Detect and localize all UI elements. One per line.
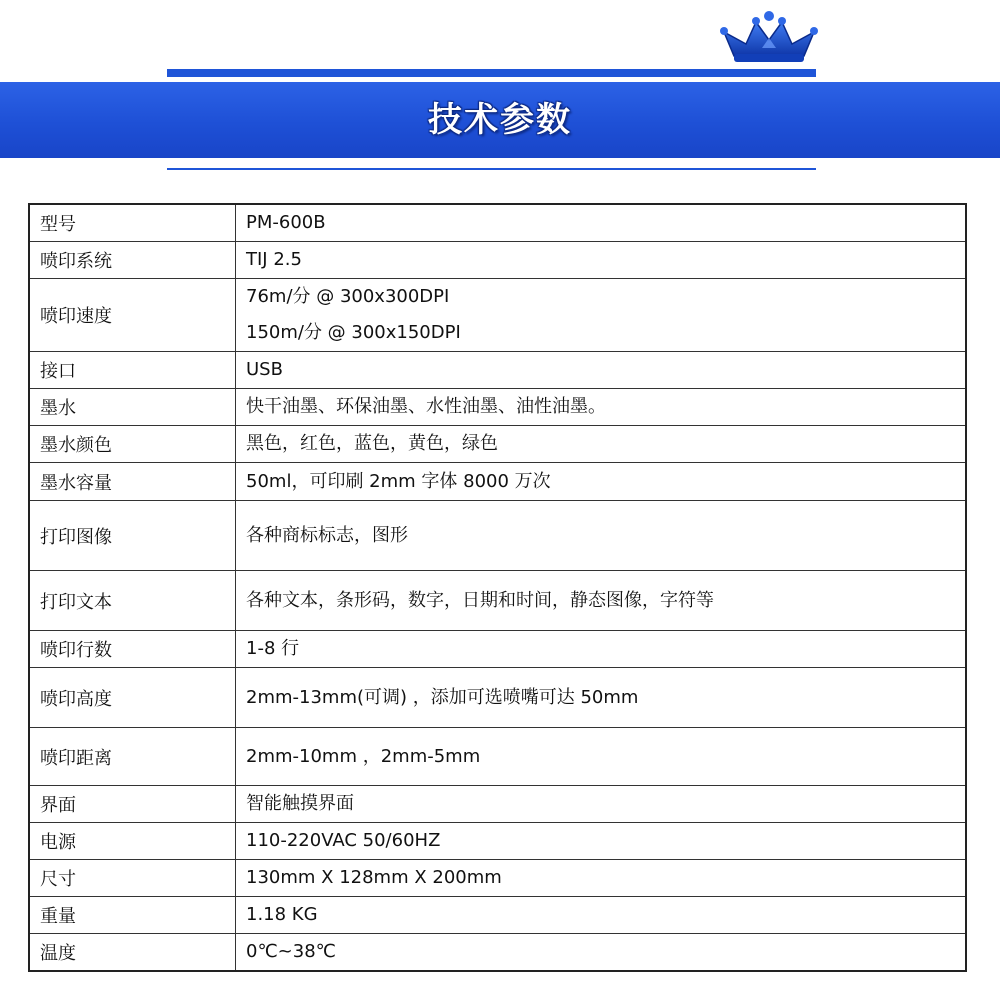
header-bottom-divider xyxy=(167,168,816,170)
table-row xyxy=(29,389,966,426)
spec-label: 喷印行数 xyxy=(29,631,236,668)
spec-value: 2mm-13mm(可调) ，添加可选喷嘴可达 50mm xyxy=(236,668,967,728)
spec-value: 130mm X 128mm X 200mm xyxy=(236,860,967,897)
spec-label: 尺寸 xyxy=(29,860,236,897)
spec-value: 50ml，可印刷 2mm 字体 8000 万次 xyxy=(236,463,967,501)
spec-label: 墨水 xyxy=(29,389,236,426)
spec-label: 电源 xyxy=(29,823,236,860)
spec-label: 墨水容量 xyxy=(29,463,236,501)
spec-value: 110-220VAC 50/60HZ xyxy=(236,823,967,860)
spec-label: 界面 xyxy=(29,786,236,823)
table-row xyxy=(29,631,966,668)
spec-value: 1.18 KG xyxy=(236,897,967,934)
spec-value: 1-8 行 xyxy=(236,631,967,668)
header-top-divider xyxy=(167,69,816,77)
spec-label: 喷印高度 xyxy=(29,668,236,728)
spec-value: 各种商标标志，图形 xyxy=(236,501,967,571)
spec-value: 智能触摸界面 xyxy=(236,786,967,823)
spec-value: 快干油墨、环保油墨、水性油墨、油性油墨。 xyxy=(236,389,967,426)
table-row xyxy=(29,571,966,631)
spec-table xyxy=(28,203,967,972)
table-row xyxy=(29,860,966,897)
spec-label: 喷印系统 xyxy=(29,242,236,279)
spec-value: TIJ 2.5 xyxy=(236,242,967,279)
table-row xyxy=(29,501,966,571)
spec-label: 接口 xyxy=(29,352,236,389)
table-row xyxy=(29,352,966,389)
spec-label: 温度 xyxy=(29,934,236,972)
page-title: 技术参数 xyxy=(428,100,572,140)
spec-label: 打印图像 xyxy=(29,501,236,571)
spec-label: 喷印速度 xyxy=(29,279,236,352)
table-row xyxy=(29,823,966,860)
table-row xyxy=(29,897,966,934)
spec-value: 2mm-10mm ，2mm-5mm xyxy=(236,728,967,786)
spec-value: 0℃~38℃ xyxy=(236,934,967,972)
spec-value: 76m/分 @ 300x300DPI 150m/分 @ 300x150DPI xyxy=(236,279,967,352)
table-row xyxy=(29,668,966,728)
table-row xyxy=(29,242,966,279)
spec-value: 黑色，红色，蓝色，黄色，绿色 xyxy=(236,426,967,463)
table-row xyxy=(29,463,966,501)
spec-value: PM-600B xyxy=(236,204,967,242)
spec-label: 墨水颜色 xyxy=(29,426,236,463)
spec-value: USB xyxy=(236,352,967,389)
table-row xyxy=(29,728,966,786)
spec-label: 型号 xyxy=(29,204,236,242)
table-row xyxy=(29,279,966,352)
table-row xyxy=(29,426,966,463)
spec-label: 重量 xyxy=(29,897,236,934)
spec-value: 各种文本，条形码，数字，日期和时间，静态图像，字符等 xyxy=(236,571,967,631)
spec-label: 打印文本 xyxy=(29,571,236,631)
spec-label: 喷印距离 xyxy=(29,728,236,786)
table-row xyxy=(29,934,966,972)
table-row xyxy=(29,786,966,823)
crown-icon xyxy=(718,10,820,66)
title-banner xyxy=(0,82,1000,158)
table-row xyxy=(29,204,966,242)
